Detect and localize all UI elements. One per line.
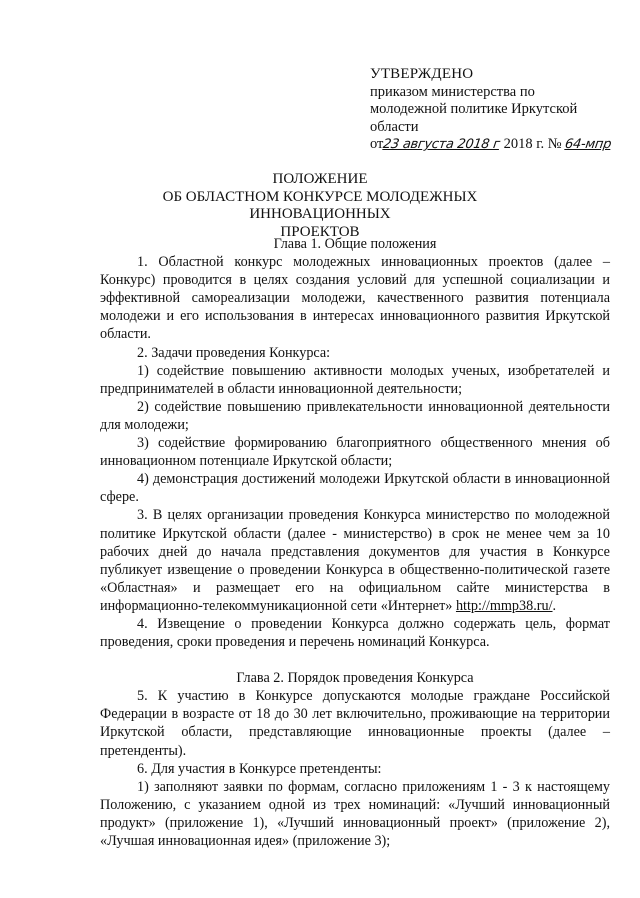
task-item-3: 3) содействие формированию благоприятного общественного мнения об инновационном потенциале Иркутской области; bbox=[100, 435, 610, 470]
approval-stamp bbox=[370, 66, 620, 154]
document-title bbox=[100, 171, 540, 241]
chapter-heading: Глава 1. Общие положения bbox=[273, 236, 437, 252]
handwritten-date: 23 августа 2018 г bbox=[382, 137, 502, 152]
title-line: ПОЛОЖЕНИЕ bbox=[272, 171, 368, 187]
paragraph-4: 4. Извещение о проведении Конкурса должно содержать цель, формат проведения, сроки проведения и перечень номинаций Конкурса. bbox=[100, 615, 610, 651]
title-line: ОБ ОБЛАСТНОМ КОНКУРСЕ МОЛОДЕЖНЫХ ИННОВАЦИОННЫХ bbox=[162, 188, 478, 222]
paragraph-6: 6. Для участия в Конкурсе претенденты: bbox=[137, 760, 382, 777]
task-item-2: 2) содействие повышению привлекательности инновационной деятельности для молодежи; bbox=[100, 398, 610, 433]
approval-line: молодежной политике Иркутской bbox=[370, 101, 578, 117]
approval-date-line bbox=[370, 136, 620, 154]
chapter-heading: Глава 2. Порядок проведения Конкурса bbox=[236, 670, 474, 687]
task-item-1: 1) содействие повышению активности молодых ученых, изобретателей и предпринимателей в области инновационной деятельности; bbox=[100, 362, 610, 397]
approval-line: приказом министерства по bbox=[370, 83, 535, 100]
paragraph-5: 5. К участию в Конкурсе допускаются молодые граждане Российской Федерации в возрасте от 18 до 30 лет включительно, проживающие на территории Иркутской области, представляющие инновационные проекты (далее – претенденты). bbox=[100, 688, 610, 759]
title-line: ПРОЕКТОВ bbox=[280, 223, 360, 240]
paragraph-3-end: . bbox=[552, 597, 557, 614]
document-body bbox=[100, 235, 610, 850]
participation-item-1: 1) заполняют заявки по формам, согласно приложениям 1 - 3 к настоящему Положению, с указанием одной из трех номинаций: «Лучший инновационный продукт» (приложение 1), «Лучший инновационный проект» (приложение 2), «Лучшая инновационная идея» (приложение 3); bbox=[100, 778, 610, 849]
approval-heading: УТВЕРЖДЕНО bbox=[370, 66, 474, 82]
date-prefix: от bbox=[370, 136, 384, 152]
paragraph-3 bbox=[100, 506, 610, 615]
ministry-website-link[interactable]: http://mmp38.ru/ bbox=[455, 597, 553, 614]
task-item-4: 4) демонстрация достижений молодежи Иркутской области в инновационной сфере. bbox=[100, 471, 610, 506]
paragraph-1: 1. Областной конкурс молодежных инновационных проектов (далее – Конкурс) проводится в целях создания условий для успешной социализации и эффективной самореализации молодежи, качественного развития потенциала молодежи и его использования в интересах инновационного развития Иркутской области. bbox=[100, 254, 610, 343]
date-year: 2018 г. № bbox=[500, 136, 566, 152]
handwritten-order-number: 64-мпр bbox=[564, 137, 613, 152]
paragraph-3-text: 3. В целях организации проведения Конкурса министерство по молодежной политике Иркутской области (далее - министерство) в срок не менее чем за 10 рабочих дней до начала представления документов для участия в Конкурсе публикует извещение о проведении Конкурса в общественно-политической газете «Областная» и размещает его на официальном сайте министерства в информационно-телекоммуникационной сети «Интернет» bbox=[100, 507, 610, 614]
paragraph-2: 2. Задачи проведения Конкурса: bbox=[137, 344, 331, 361]
approval-line: области bbox=[370, 118, 419, 135]
